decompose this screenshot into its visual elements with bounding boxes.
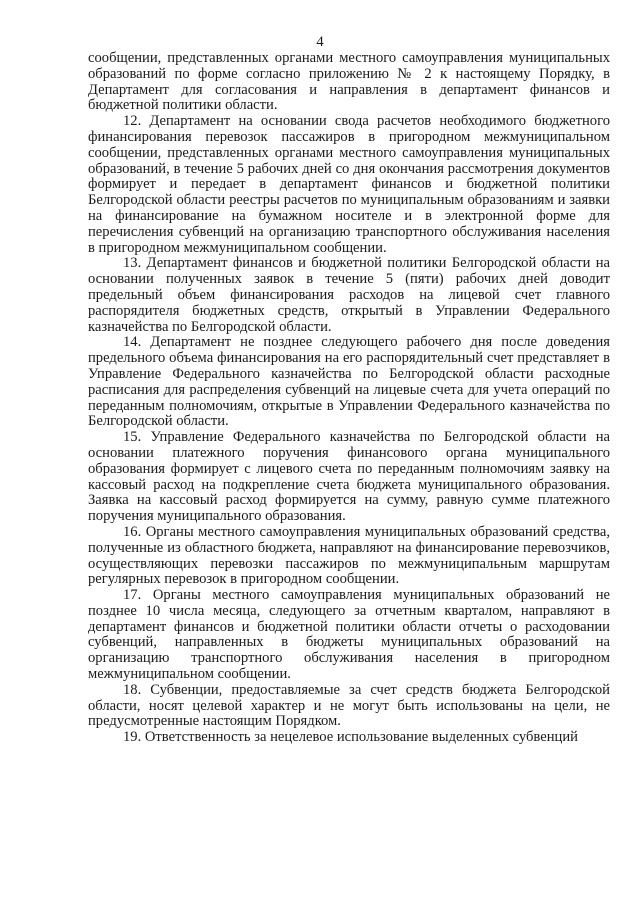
page-number: 4 — [316, 34, 324, 50]
document-body — [88, 51, 610, 746]
paragraph-18: 18. Субвенции, предоставляемые за счет средств бюджета Белгородской области, носят целевой характер и не могут быть использованы на цели, не предусмотренные настоящим Порядком. — [88, 681, 610, 730]
paragraph-12: 12. Департамент на основании свода расчетов необходимого бюджетного финансирования перевозок пассажиров в пригородном межмуниципальном сообщении, представленных органами местного самоуправления муниципальных образований, в течение 5 рабочих дней со дня окончания рассмотрения документов формирует и передает в департамент финансов и бюджетной политики Белгородской области реестры расчетов по муниципальным образованиям и заявки на финансирование на бумажном носителе и в электронной форме для перечисления субвенций на организацию транспортного обслуживания населения в пригородном межмуниципальном сообщении. — [88, 113, 610, 256]
paragraph-13: 13. Департамент финансов и бюджетной политики Белгородской области на основании полученных заявок в течение 5 (пяти) рабочих дней доводит предельный объем финансирования расходов на лицевой счет главного распорядителя бюджетных средств, открытый в Управлении Федерального казначейства по Белгородской области. — [88, 255, 610, 335]
paragraph-continuation: сообщении, представленных органами местного самоуправления муниципальных образований по форме согласно приложению № 2 к настоящему Порядку, в Департамент для согласования и направления в департамент финансов и бюджетной политики области. — [88, 50, 610, 114]
paragraph-17: 17. Органы местного самоуправления муниципальных образований не позднее 10 числа месяца, следующего за отчетным кварталом, направляют в департамент финансов и бюджетной политики области отчеты о расходовании субвенций, направленных в бюджеты муниципальных образований на организацию транспортного обслуживания населения в пригородном межмуниципальном сообщении. — [88, 587, 610, 683]
paragraph-15: 15. Управление Федерального казначейства по Белгородской области на основании платежного поручения финансового органа муниципального образования формирует с лицевого счета по переданным полномочиям заявку на кассовый расход на подкрепление счета бюджета муниципального образования. Заявка на кассовый расход формируется на сумму, равную сумме платежного поручения муниципального образования. — [88, 429, 610, 525]
paragraph-14: 14. Департамент не позднее следующего рабочего дня после доведения предельного объема финансирования на его распорядительный счет представляет в Управление Федерального казначейства по Белгородской области расходные расписания для распределения субвенций на лицевые счета для учета операций по переданным полномочиям, открытые в Управлении Федерального казначейства по Белгородской области. — [88, 334, 610, 430]
paragraph-16: 16. Органы местного самоуправления муниципальных образований средства, полученные из областного бюджета, направляют на финансирование перевозчиков, осуществляющих перевозки пассажиров по межмуниципальным маршрутам регулярных перевозок в пригородном сообщении. — [88, 523, 610, 588]
paragraph-19: 19. Ответственность за нецелевое использование выделенных субвенций — [123, 729, 578, 746]
